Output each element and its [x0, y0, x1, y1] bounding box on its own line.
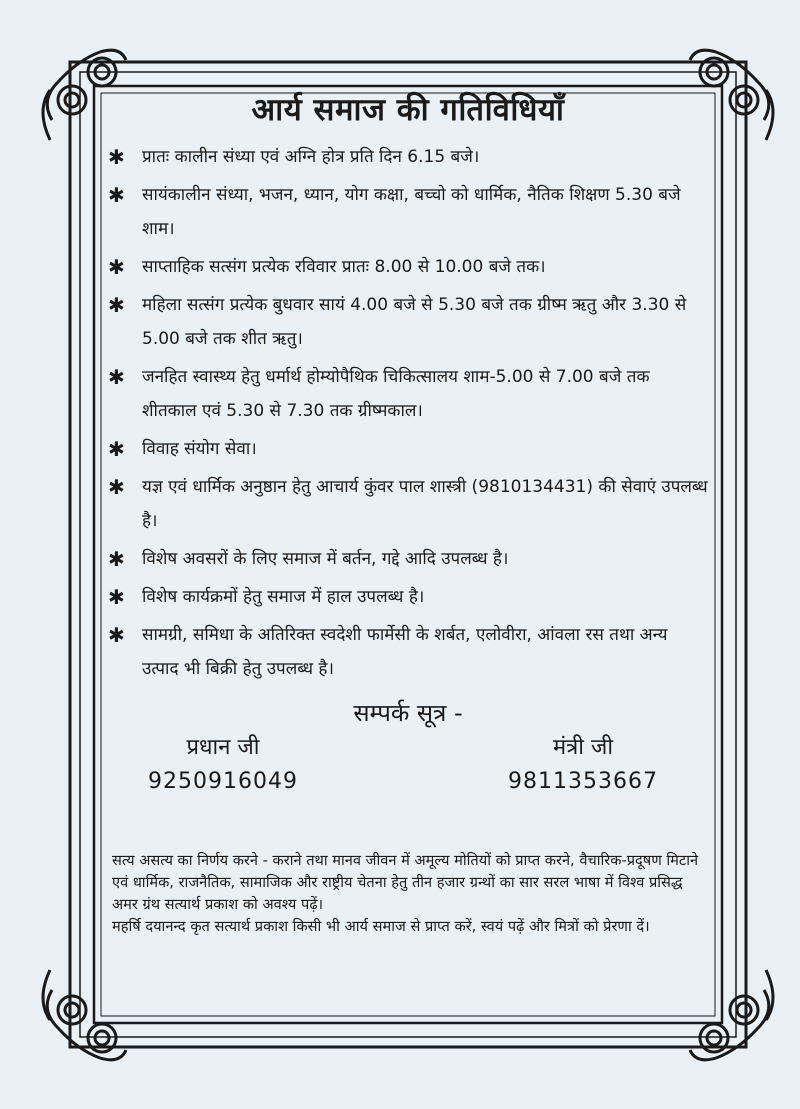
star-bullet-icon: ✱ [108, 623, 125, 647]
contact-secretary [508, 731, 658, 799]
star-bullet-icon: ✱ [108, 365, 125, 389]
closing-paragraph: सत्य असत्य का निर्णय करने - कराने तथा मानव जीवन में अमूल्य मोतियों को प्राप्त करने, वैचारिक-प्रदूषण मिटाने एवं धार्मिक, राजनैतिक, सामाजिक और राष्ट्रीय चेतना हेतु तीन हजार ग्रन्थों का सार सरल भाषा में विश्व प्रसिद्ध अमर ग्रंथ सत्यार्थ प्रकाश को अवश्य पढ़ें। [112, 852, 699, 913]
activity-text: साप्ताहिक सत्संग प्रत्येक रविवार प्रातः 8.00 से 10.00 बजे तक। [142, 257, 546, 277]
contact-role: प्रधान जी [186, 735, 260, 760]
star-bullet-icon: ✱ [108, 293, 125, 317]
activity-text: सायंकालीन संध्या, भजन, ध्यान, योग कक्षा, बच्चो को धार्मिक, नैतिक शिक्षण 5.30 बजे शाम। [142, 185, 681, 239]
contact-block [108, 731, 708, 799]
list-item [108, 360, 708, 428]
contact-phone: 9811353667 [508, 769, 658, 794]
list-item [108, 250, 708, 284]
activity-text: जनहित स्वास्थ्य हेतु धर्मार्थ होम्योपैथिक चिकित्सालय शाम-5.00 से 7.00 बजे तक शीतकाल एवं 5.30 से 7.30 तक ग्रीष्मकाल। [142, 367, 650, 421]
list-item [108, 618, 708, 686]
contact-heading: सम्पर्क सूत्र - [353, 699, 463, 727]
list-item [108, 580, 708, 614]
list-item [108, 140, 708, 174]
activity-text: विशेष कार्यक्रमों हेतु समाज में हाल उपलब्ध है। [142, 587, 425, 607]
contact-president [148, 731, 298, 799]
page-title: आर्य समाज की गतिविधियाँ [251, 92, 565, 128]
activities-list [108, 140, 708, 686]
closing-message [112, 850, 704, 938]
list-item [108, 288, 708, 356]
activity-text: विशेष अवसरों के लिए समाज में बर्तन, गद्दे आदि उपलब्ध है। [142, 549, 509, 569]
star-bullet-icon: ✱ [108, 475, 125, 499]
contact-role: मंत्री जी [553, 735, 614, 760]
list-item [108, 542, 708, 576]
star-bullet-icon: ✱ [108, 183, 125, 207]
list-item [108, 432, 708, 466]
star-bullet-icon: ✱ [108, 255, 125, 279]
main-content [108, 88, 708, 799]
activity-text: यज्ञ एवं धार्मिक अनुष्ठान हेतु आचार्य कुंवर पाल शास्त्री (9810134431) की सेवाएं उपलब्ध है। [142, 477, 708, 531]
star-bullet-icon: ✱ [108, 145, 125, 169]
activity-text: महिला सत्संग प्रत्येक बुधवार सायं 4.00 बजे से 5.30 बजे तक ग्रीष्म ऋतु और 3.30 से 5.00 बजे तक शीत ऋतु। [142, 295, 687, 349]
contact-phone: 9250916049 [148, 769, 298, 794]
star-bullet-icon: ✱ [108, 585, 125, 609]
list-item [108, 470, 708, 538]
list-item [108, 178, 708, 246]
closing-paragraph: महर्षि दयानन्द कृत सत्यार्थ प्रकाश किसी भी आर्य समाज से प्राप्त करें, स्वयं पढ़ें और मित्रों को प्रेरणा दें। [112, 918, 650, 935]
activity-text: विवाह संयोग सेवा। [142, 439, 257, 459]
activity-text: सामग्री, समिधा के अतिरिक्त स्वदेशी फार्मेसी के शर्बत, एलोवीरा, आंवला रस तथा अन्य उत्पाद भी बिक्री हेतु उपलब्ध है। [142, 625, 668, 679]
star-bullet-icon: ✱ [108, 437, 125, 461]
activity-text: प्रातः कालीन संध्या एवं अग्नि होत्र प्रति दिन 6.15 बजे। [142, 147, 480, 167]
star-bullet-icon: ✱ [108, 547, 125, 571]
